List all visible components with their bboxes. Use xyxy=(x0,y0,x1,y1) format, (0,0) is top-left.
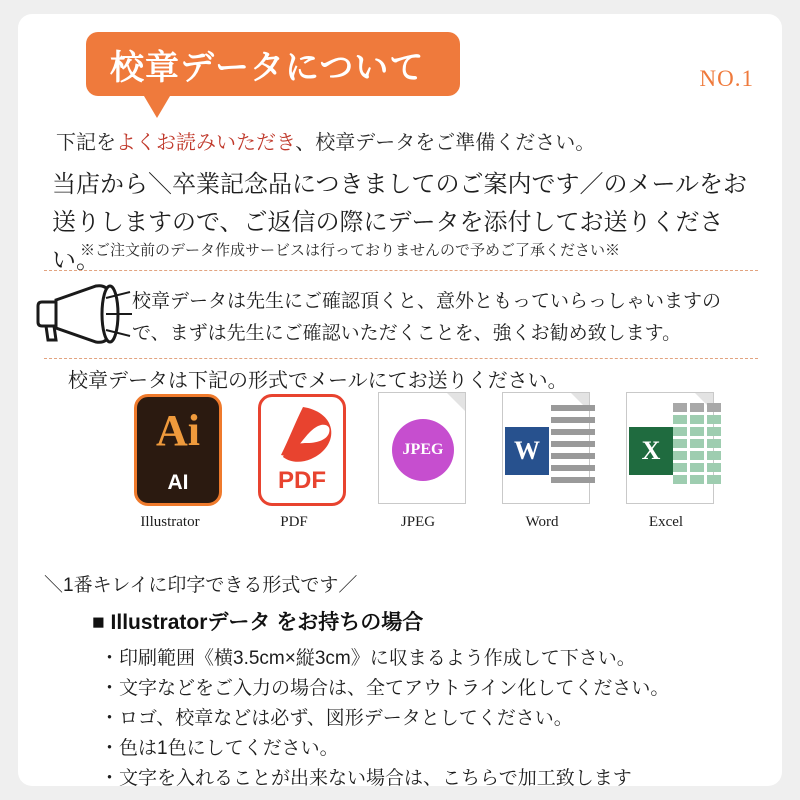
illustrator-requirements-list xyxy=(100,644,760,794)
list-item: ・ロゴ、校章などは必ず、図形データとしてください。 xyxy=(100,708,573,729)
divider-bottom xyxy=(44,358,758,359)
intro-note: ※ご注文前のデータ作成サービスは行っておりませんので予めご了承ください※ xyxy=(80,242,621,259)
page-title: 校章データについて xyxy=(110,48,425,87)
title-bubble xyxy=(86,32,460,96)
pdf-icon-box xyxy=(258,394,346,506)
file-format-word xyxy=(490,392,594,531)
intro-paragraph: 当店から＼卒業記念品につきましてのご案内です／のメールをお送りしますので、ご返信の際にデータを添付してお送りください。 xyxy=(52,171,748,274)
illustrator-section-heading: ■ Illustratorデータ をお持ちの場合 xyxy=(92,611,424,634)
file-caption-illustrator: Illustrator xyxy=(140,514,200,530)
file-caption-pdf: PDF xyxy=(280,514,308,530)
intro-line-emphasis: よくお読みいただき xyxy=(116,132,296,154)
illustrator-icon-glyph: Ai xyxy=(156,406,200,455)
divider-top xyxy=(44,270,758,271)
intro-line-prefix: 下記を xyxy=(56,132,116,154)
file-format-excel xyxy=(614,392,718,531)
best-format-note: ＼1番キレイに印字できる形式です／ xyxy=(44,575,358,596)
page-number-label: NO.1 xyxy=(699,66,754,91)
pdf-icon-label: PDF xyxy=(278,467,326,494)
title-bubble-tail xyxy=(144,96,170,118)
list-item: ・印刷範囲《横3.5cm×縦3cm》に収まるよう作成して下さい。 xyxy=(100,648,636,669)
file-format-row xyxy=(118,392,718,552)
jpeg-icon-label: JPEG xyxy=(392,419,454,481)
jpeg-page xyxy=(378,392,466,504)
word-icon-label: W xyxy=(505,427,549,475)
page-fold-icon xyxy=(447,393,465,411)
list-item: ・色は1色にしてください。 xyxy=(100,738,339,759)
file-format-pdf xyxy=(242,392,346,531)
file-caption-excel: Excel xyxy=(648,514,684,530)
excel-page xyxy=(626,392,714,504)
illustrator-icon-box xyxy=(134,394,222,506)
illustrator-file-icon xyxy=(120,392,220,508)
file-format-jpeg xyxy=(366,392,470,531)
send-instruction: 校章データは下記の形式でメールにてお送りください。 xyxy=(68,370,568,392)
callout-text: 校章データは先生にご確認頂くと、意外ともっていらっしゃいますので、まずは先生にご確認いただくことを、強くお勧め致します。 xyxy=(132,291,722,344)
file-caption-jpeg: JPEG xyxy=(400,514,436,530)
file-caption-word: Word xyxy=(525,514,559,530)
word-page xyxy=(502,392,590,504)
word-file-icon xyxy=(492,392,592,508)
excel-icon-label: X xyxy=(629,427,673,475)
excel-file-icon xyxy=(616,392,716,508)
file-format-illustrator xyxy=(118,392,222,531)
pdf-file-icon xyxy=(244,392,344,508)
word-text-lines xyxy=(551,405,595,489)
excel-cells xyxy=(673,403,721,495)
jpeg-file-icon xyxy=(368,392,468,508)
intro-line-suffix: 、校章データをご準備ください。 xyxy=(295,132,596,154)
list-item: ・文字を入れることが出来ない場合は、こちらで加工致します xyxy=(100,768,632,789)
megaphone-sound-lines-icon xyxy=(104,290,134,338)
list-item: ・文字などをご入力の場合は、全てアウトライン化してください。 xyxy=(100,678,670,699)
acrobat-a-icon xyxy=(273,405,337,467)
content-card xyxy=(18,14,782,789)
intro-line xyxy=(56,126,595,155)
illustrator-icon-label: AI xyxy=(167,471,189,494)
